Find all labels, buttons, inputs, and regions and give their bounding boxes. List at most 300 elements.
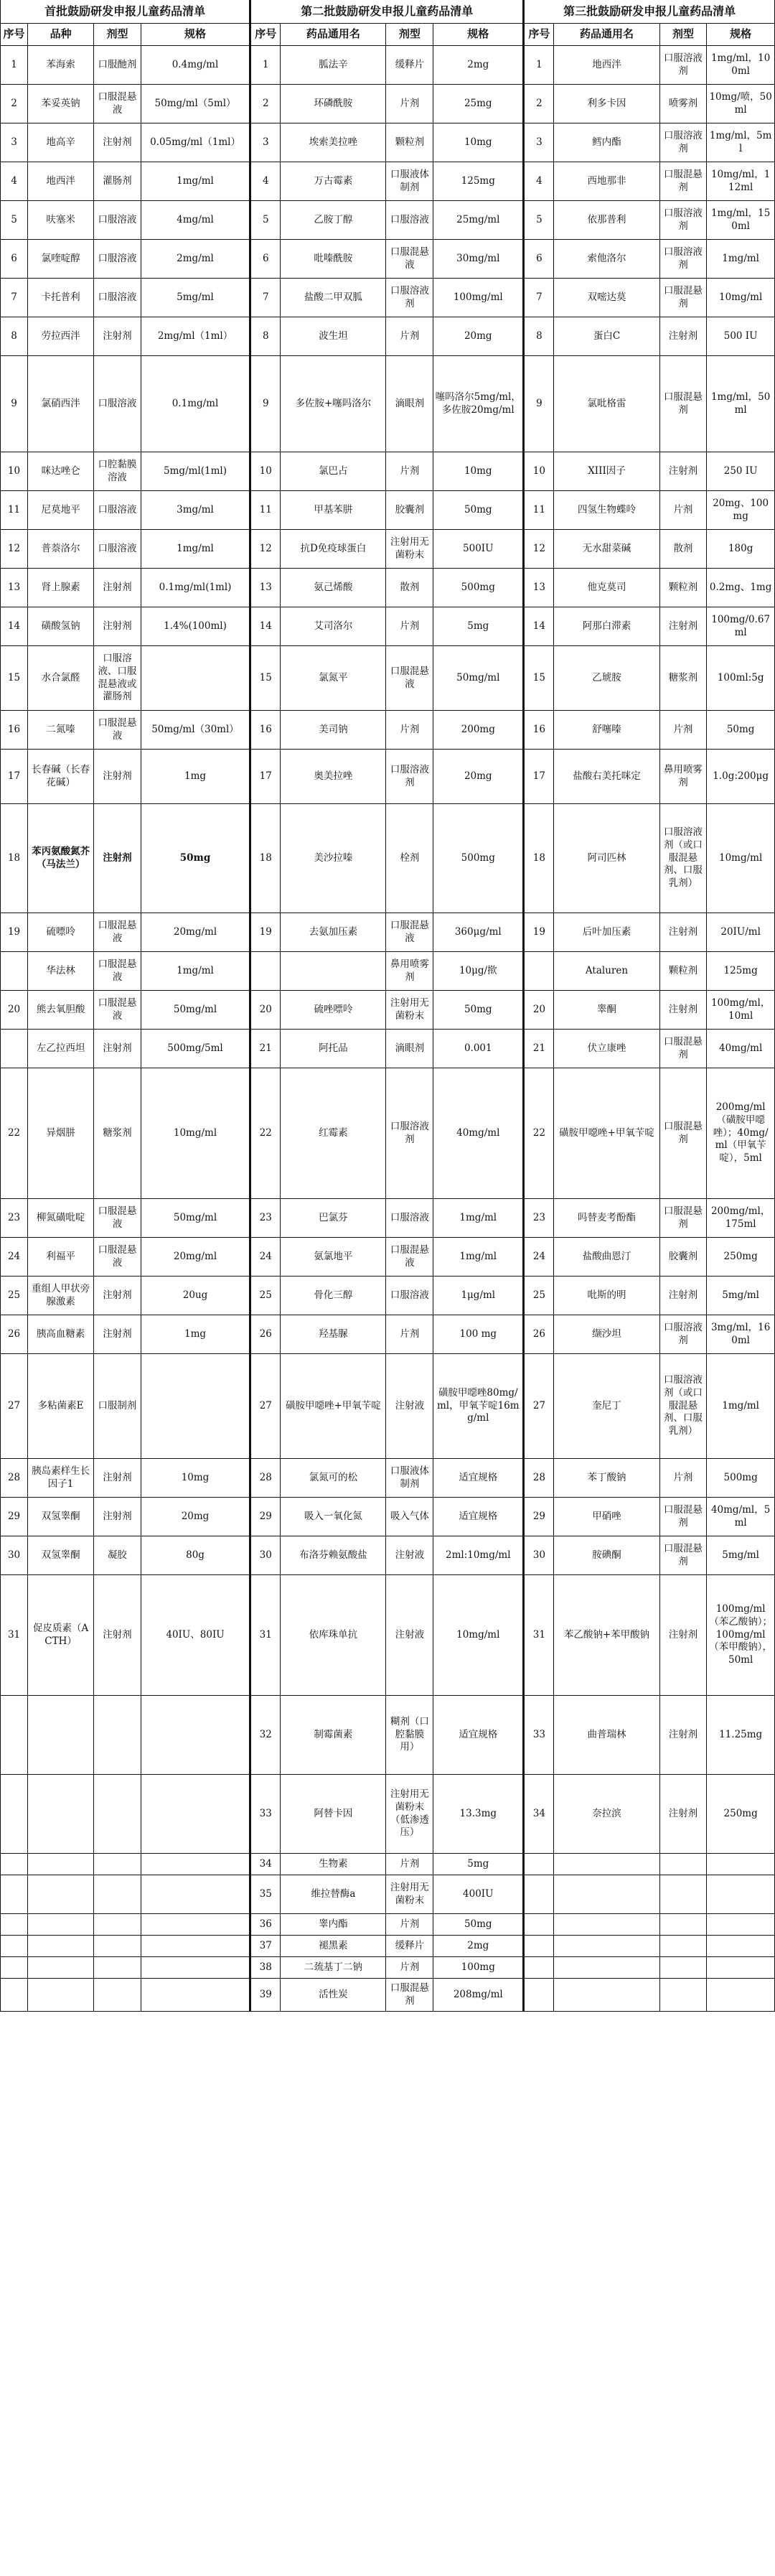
batch-1-index: 27 — [1, 1354, 28, 1459]
batch-1-drug-name: 华法林 — [28, 952, 94, 991]
batch-1-index: 15 — [1, 646, 28, 711]
table-row — [1, 750, 775, 804]
table-row — [1, 646, 775, 711]
batch-2-drug-name — [281, 952, 386, 991]
batch-1-specification — [141, 1854, 250, 1875]
batch-2-dosage-form: 口服液体制剂 — [386, 162, 433, 201]
batch-1-drug-name: 二氮嗪 — [28, 711, 94, 750]
batch-3-specification: 1mg/ml，5ml — [707, 123, 775, 162]
batch-1-index: 4 — [1, 162, 28, 201]
batch-2-drug-name: 羟基脲 — [281, 1315, 386, 1354]
table-row — [1, 569, 775, 607]
batch-2-index: 20 — [250, 991, 281, 1030]
batch-3-specification: 250mg — [707, 1238, 775, 1277]
batch-3-dosage-form: 注射剂 — [659, 607, 707, 646]
batch-3-dosage-form: 胶囊剂 — [659, 1238, 707, 1277]
batch-2-title: 第二批鼓励研发申报儿童药品清单 — [250, 0, 524, 24]
batch-3-specification — [707, 1979, 775, 2012]
batch-2-specification: 1μg/ml — [433, 1277, 524, 1315]
batch-2-index: 39 — [250, 1979, 281, 2012]
batch-1-specification — [141, 646, 250, 711]
batch-3-dosage-form: 注射剂 — [659, 452, 707, 491]
batch-2-drug-name: 阿替卡因 — [281, 1775, 386, 1854]
batch-1-specification: 4mg/ml — [141, 201, 250, 240]
batch-3-dosage-form: 喷雾剂 — [659, 85, 707, 123]
batch-1-dosage-form: 口服溶液 — [94, 240, 141, 279]
batch-3-index: 17 — [524, 750, 554, 804]
batch-2-drug-name: 乙胺丁醇 — [281, 201, 386, 240]
batch-1-index — [1, 1914, 28, 1936]
batch-3-dosage-form — [659, 1875, 707, 1914]
batch-2-index: 22 — [250, 1068, 281, 1199]
batch-3-specification — [707, 1957, 775, 1979]
batch-2-index: 27 — [250, 1354, 281, 1459]
batch-1-drug-name: 利福平 — [28, 1238, 94, 1277]
batch-2-drug-name: 去氨加压素 — [281, 913, 386, 952]
batch-3-dosage-form — [659, 1957, 707, 1979]
batch-3-specification: 1mg/ml — [707, 240, 775, 279]
batch-1-index: 11 — [1, 491, 28, 530]
batch-2-index: 25 — [250, 1277, 281, 1315]
batch-2-specification: 208mg/ml — [433, 1979, 524, 2012]
table-row — [1, 711, 775, 750]
batch-1-specification: 80g — [141, 1536, 250, 1575]
batch-3-dosage-form: 注射剂 — [659, 913, 707, 952]
batch-2-index: 15 — [250, 646, 281, 711]
batch-3-dosage-form: 鼻用喷雾剂 — [659, 750, 707, 804]
batch-3-specification: 10mg/ml，112ml — [707, 162, 775, 201]
batch-1-index: 18 — [1, 804, 28, 913]
batch-3-drug-name: 胺碘酮 — [554, 1536, 659, 1575]
batch-2-specification: 噻吗洛尔5mg/ml，多佐胺20mg/ml — [433, 356, 524, 452]
batch-3-dosage-form: 口服混悬剂 — [659, 1030, 707, 1068]
column-header-row — [1, 24, 775, 46]
batch-2-index: 18 — [250, 804, 281, 913]
table-row — [1, 1914, 775, 1936]
table-row — [1, 991, 775, 1030]
batch-1-dosage-form: 口服酏剂 — [94, 46, 141, 85]
batch-2-index: 17 — [250, 750, 281, 804]
batch-2-dosage-form: 口服液体制剂 — [386, 1459, 433, 1498]
batch-3-index: 4 — [524, 162, 554, 201]
batch-1-drug-name: 地高辛 — [28, 123, 94, 162]
batch-3-specification: 20mg、100mg — [707, 491, 775, 530]
batch-1-drug-name: 胰高血糖素 — [28, 1315, 94, 1354]
batch-2-index: 34 — [250, 1854, 281, 1875]
batch-3-dosage-form: 颗粒剂 — [659, 569, 707, 607]
batch-1-drug-name: 卡托普利 — [28, 279, 94, 317]
batch-2-index: 7 — [250, 279, 281, 317]
batch-2-drug-name: 褪黑素 — [281, 1936, 386, 1957]
batch-2-specification: 25mg — [433, 85, 524, 123]
batch-1-dosage-form: 注射剂 — [94, 569, 141, 607]
batch-3-drug-name: 鳕内酯 — [554, 123, 659, 162]
batch-2-specification: 5mg — [433, 607, 524, 646]
batch-2-drug-name: 活性炭 — [281, 1979, 386, 2012]
batch-3-specification: 11.25mg — [707, 1696, 775, 1775]
batch-1-specification: 50mg/ml — [141, 1199, 250, 1238]
batch-1-dosage-form: 注射剂 — [94, 1459, 141, 1498]
header-form: 剂型 — [659, 24, 707, 46]
batch-3-index — [524, 1936, 554, 1957]
batch-3-drug-name: 磺胺甲噁唑+甲氧苄啶 — [554, 1068, 659, 1199]
batch-1-dosage-form: 口服混悬液 — [94, 991, 141, 1030]
batch-3-title: 第三批鼓励研发申报儿童药品清单 — [524, 0, 775, 24]
batch-3-drug-name: 西地那非 — [554, 162, 659, 201]
batch-3-drug-name: 舒噻嗪 — [554, 711, 659, 750]
batch-2-index: 13 — [250, 569, 281, 607]
table-row — [1, 1854, 775, 1875]
batch-3-index: 30 — [524, 1536, 554, 1575]
batch-2-dosage-form: 口服溶液 — [386, 1199, 433, 1238]
batch-1-specification: 1mg — [141, 750, 250, 804]
batch-3-specification: 0.2mg、1mg — [707, 569, 775, 607]
batch-2-drug-name: 美司钠 — [281, 711, 386, 750]
batch-2-specification: 0.001 — [433, 1030, 524, 1068]
batch-3-drug-name: 甲硝唑 — [554, 1498, 659, 1536]
batch-2-drug-name: 盐酸二甲双胍 — [281, 279, 386, 317]
batch-2-drug-name: 硫唑嘌呤 — [281, 991, 386, 1030]
batch-2-drug-name: 多佐胺+噻吗洛尔 — [281, 356, 386, 452]
batch-1-specification: 1mg — [141, 1315, 250, 1354]
batch-2-index: 32 — [250, 1696, 281, 1775]
batch-2-drug-name: 甲基苯肼 — [281, 491, 386, 530]
batch-2-dosage-form: 吸入气体 — [386, 1498, 433, 1536]
batch-2-index: 36 — [250, 1914, 281, 1936]
batch-3-drug-name: 吗替麦考酚酯 — [554, 1199, 659, 1238]
batch-1-specification: 1mg/ml — [141, 162, 250, 201]
header-index: 序号 — [1, 24, 28, 46]
batch-1-dosage-form — [94, 1775, 141, 1854]
batch-3-dosage-form: 口服溶液剂 — [659, 46, 707, 85]
batch-1-dosage-form: 注射剂 — [94, 804, 141, 913]
batch-3-specification: 20IU/ml — [707, 913, 775, 952]
batch-1-drug-name: 苯丙氨酸氮芥（马法兰） — [28, 804, 94, 913]
batch-1-specification: 2mg/ml — [141, 240, 250, 279]
batch-2-specification: 适宜规格 — [433, 1459, 524, 1498]
table-row — [1, 952, 775, 991]
batch-1-specification: 50mg/ml（5ml） — [141, 85, 250, 123]
table-row — [1, 1957, 775, 1979]
batch-2-index: 6 — [250, 240, 281, 279]
batch-3-dosage-form: 片剂 — [659, 491, 707, 530]
batch-1-specification: 20mg/ml — [141, 1238, 250, 1277]
batch-2-index: 3 — [250, 123, 281, 162]
batch-2-drug-name: 布洛芬赖氨酸盐 — [281, 1536, 386, 1575]
batch-1-specification: 20ug — [141, 1277, 250, 1315]
batch-2-dosage-form: 口服混悬液 — [386, 240, 433, 279]
table-row — [1, 1979, 775, 2012]
batch-2-dosage-form: 注射液 — [386, 1575, 433, 1696]
batch-1-index: 23 — [1, 1199, 28, 1238]
batch-1-index — [1, 1979, 28, 2012]
batch-3-drug-name — [554, 1914, 659, 1936]
batch-1-dosage-form: 口服混悬液 — [94, 1199, 141, 1238]
batch-1-index: 14 — [1, 607, 28, 646]
batch-1-drug-name: 苯海索 — [28, 46, 94, 85]
batch-3-drug-name — [554, 1854, 659, 1875]
batch-2-drug-name: 美沙拉嗪 — [281, 804, 386, 913]
batch-1-index — [1, 1696, 28, 1775]
batch-3-drug-name: 索他洛尔 — [554, 240, 659, 279]
batch-1-specification — [141, 1957, 250, 1979]
batch-3-index: 27 — [524, 1354, 554, 1459]
batch-2-dosage-form: 注射液 — [386, 1536, 433, 1575]
batch-3-index: 24 — [524, 1238, 554, 1277]
table-row — [1, 240, 775, 279]
batch-3-index: 25 — [524, 1277, 554, 1315]
batch-2-specification: 100 mg — [433, 1315, 524, 1354]
batch-3-index — [524, 1875, 554, 1914]
batch-2-dosage-form: 口服混悬剂 — [386, 1979, 433, 2012]
batch-3-specification: 1mg/ml — [707, 1354, 775, 1459]
batch-1-drug-name — [28, 1875, 94, 1914]
table-row — [1, 46, 775, 85]
header-drug: 药品通用名 — [281, 24, 386, 46]
batch-3-index — [524, 1854, 554, 1875]
batch-3-specification: 100mg/0.67ml — [707, 607, 775, 646]
batch-3-dosage-form: 口服溶液剂 — [659, 1315, 707, 1354]
batch-2-drug-name: 巴氯芬 — [281, 1199, 386, 1238]
batch-1-dosage-form — [94, 1914, 141, 1936]
batch-3-index: 33 — [524, 1696, 554, 1775]
batch-1-dosage-form: 注射剂 — [94, 123, 141, 162]
batch-3-drug-name: 无水甜菜碱 — [554, 530, 659, 569]
batch-1-specification: 20mg — [141, 1498, 250, 1536]
batch-title-row — [1, 0, 775, 24]
batch-3-index: 21 — [524, 1030, 554, 1068]
batch-2-drug-name: 抗D免疫球蛋白 — [281, 530, 386, 569]
batch-3-drug-name — [554, 1979, 659, 2012]
batch-3-dosage-form: 注射剂 — [659, 1696, 707, 1775]
batch-2-drug-name: 环磷酰胺 — [281, 85, 386, 123]
table-row — [1, 1238, 775, 1277]
batch-2-index: 37 — [250, 1936, 281, 1957]
batch-1-dosage-form: 凝胶 — [94, 1536, 141, 1575]
batch-3-index: 13 — [524, 569, 554, 607]
batch-2-specification: 50mg — [433, 991, 524, 1030]
batch-3-drug-name: 盐酸右美托咪定 — [554, 750, 659, 804]
batch-1-drug-name — [28, 1936, 94, 1957]
batch-1-specification: 50mg/ml — [141, 991, 250, 1030]
batch-1-drug-name — [28, 1979, 94, 2012]
batch-3-specification: 50mg — [707, 711, 775, 750]
table-row — [1, 1696, 775, 1775]
table-row — [1, 279, 775, 317]
batch-2-specification: 50mg — [433, 491, 524, 530]
batch-1-drug-name — [28, 1775, 94, 1854]
batch-1-dosage-form: 口服溶液 — [94, 530, 141, 569]
batch-2-drug-name: 氨己烯酸 — [281, 569, 386, 607]
batch-3-drug-name: 伏立康唑 — [554, 1030, 659, 1068]
batch-3-dosage-form: 口服混悬剂 — [659, 356, 707, 452]
batch-3-drug-name: 利多卡因 — [554, 85, 659, 123]
header-spec: 规格 — [433, 24, 524, 46]
batch-2-drug-name: 埃索美拉唑 — [281, 123, 386, 162]
batch-3-drug-name: 吡斯的明 — [554, 1277, 659, 1315]
batch-1-index: 16 — [1, 711, 28, 750]
batch-1-dosage-form: 口服混悬液 — [94, 85, 141, 123]
batch-2-dosage-form: 片剂 — [386, 1315, 433, 1354]
table-row — [1, 491, 775, 530]
batch-3-specification: 1mg/ml，150ml — [707, 201, 775, 240]
batch-3-index: 20 — [524, 991, 554, 1030]
batch-2-specification: 1mg/ml — [433, 1238, 524, 1277]
batch-2-specification: 磺胺甲噁唑80mg/ml，甲氧苄啶16mg/ml — [433, 1354, 524, 1459]
table-row — [1, 452, 775, 491]
batch-1-index: 31 — [1, 1575, 28, 1696]
batch-2-dosage-form: 胶囊剂 — [386, 491, 433, 530]
batch-2-index: 10 — [250, 452, 281, 491]
table-row — [1, 1354, 775, 1459]
batch-1-index — [1, 952, 28, 991]
batch-2-specification: 25mg/ml — [433, 201, 524, 240]
batch-3-specification: 3mg/ml，160ml — [707, 1315, 775, 1354]
batch-1-index: 9 — [1, 356, 28, 452]
batch-3-drug-name: 阿司匹林 — [554, 804, 659, 913]
batch-1-dosage-form: 口腔黏膜溶液 — [94, 452, 141, 491]
batch-3-specification: 10mg/ml — [707, 279, 775, 317]
batch-3-dosage-form: 口服溶液剂 — [659, 123, 707, 162]
table-row — [1, 804, 775, 913]
batch-1-specification: 10mg/ml — [141, 1068, 250, 1199]
batch-2-specification: 13.3mg — [433, 1775, 524, 1854]
batch-2-index: 30 — [250, 1536, 281, 1575]
batch-2-specification: 2ml:10mg/ml — [433, 1536, 524, 1575]
batch-1-dosage-form: 注射剂 — [94, 317, 141, 356]
batch-3-index: 2 — [524, 85, 554, 123]
batch-1-specification: 0.1mg/ml(1ml) — [141, 569, 250, 607]
batch-3-specification — [707, 1875, 775, 1914]
batch-1-index: 2 — [1, 85, 28, 123]
batch-3-index: 19 — [524, 913, 554, 952]
batch-1-dosage-form — [94, 1875, 141, 1914]
batch-1-drug-name: 双氢睾酮 — [28, 1498, 94, 1536]
batch-3-dosage-form: 口服混悬剂 — [659, 162, 707, 201]
batch-1-specification — [141, 1979, 250, 2012]
batch-2-drug-name: 二巯基丁二钠 — [281, 1957, 386, 1979]
batch-3-dosage-form: 口服混悬剂 — [659, 279, 707, 317]
batch-1-specification: 40IU、80IU — [141, 1575, 250, 1696]
batch-3-index: 22 — [524, 1068, 554, 1199]
batch-2-drug-name: 依库珠单抗 — [281, 1575, 386, 1696]
table-row — [1, 85, 775, 123]
batch-3-specification: 100ml:5g — [707, 646, 775, 711]
batch-3-drug-name: 曲普瑞林 — [554, 1696, 659, 1775]
batch-1-specification — [141, 1914, 250, 1936]
batch-2-drug-name: 万古霉素 — [281, 162, 386, 201]
batch-1-specification — [141, 1775, 250, 1854]
header-spec: 规格 — [141, 24, 250, 46]
batch-3-dosage-form: 注射剂 — [659, 1775, 707, 1854]
table-row — [1, 1936, 775, 1957]
batch-2-index: 38 — [250, 1957, 281, 1979]
batch-3-drug-name: 苯乙酸钠+苯甲酸钠 — [554, 1575, 659, 1696]
batch-1-specification: 3mg/ml — [141, 491, 250, 530]
table-row — [1, 913, 775, 952]
table-row — [1, 1277, 775, 1315]
batch-2-drug-name: 奥美拉唑 — [281, 750, 386, 804]
batch-2-specification: 500mg — [433, 804, 524, 913]
batch-3-index: 31 — [524, 1575, 554, 1696]
batch-1-index — [1, 1936, 28, 1957]
batch-3-drug-name: 依那普利 — [554, 201, 659, 240]
batch-1-dosage-form: 注射剂 — [94, 1030, 141, 1068]
batch-3-index: 1 — [524, 46, 554, 85]
batch-2-index: 2 — [250, 85, 281, 123]
batch-1-specification — [141, 1936, 250, 1957]
batch-1-drug-name: 劳拉西泮 — [28, 317, 94, 356]
batch-2-specification: 10mg — [433, 452, 524, 491]
batch-2-dosage-form: 注射用无菌粉末（低渗透压） — [386, 1775, 433, 1854]
table-row — [1, 1536, 775, 1575]
batch-2-dosage-form: 口服溶液 — [386, 1277, 433, 1315]
batch-2-dosage-form: 口服混悬液 — [386, 913, 433, 952]
table-row — [1, 162, 775, 201]
batch-2-dosage-form: 口服混悬液 — [386, 1238, 433, 1277]
batch-2-specification: 30mg/ml — [433, 240, 524, 279]
batch-2-specification: 适宜规格 — [433, 1498, 524, 1536]
batch-3-index: 28 — [524, 1459, 554, 1498]
batch-1-drug-name: 长春碱（长春花碱） — [28, 750, 94, 804]
batch-1-specification — [141, 1875, 250, 1914]
table-row — [1, 1030, 775, 1068]
batch-2-dosage-form: 注射用无菌粉末 — [386, 530, 433, 569]
batch-3-dosage-form: 口服溶液剂（或口服混悬剂、口服乳剂） — [659, 804, 707, 913]
batch-1-dosage-form — [94, 1957, 141, 1979]
batch-1-index: 1 — [1, 46, 28, 85]
table-row — [1, 1498, 775, 1536]
batch-1-index: 25 — [1, 1277, 28, 1315]
batch-3-specification: 500 IU — [707, 317, 775, 356]
batch-2-index: 21 — [250, 1030, 281, 1068]
batch-1-index: 13 — [1, 569, 28, 607]
batch-1-specification — [141, 1696, 250, 1775]
batch-1-index: 19 — [1, 913, 28, 952]
batch-2-index: 16 — [250, 711, 281, 750]
batch-2-specification: 40mg/ml — [433, 1068, 524, 1199]
batch-3-drug-name: 奈拉滨 — [554, 1775, 659, 1854]
batch-1-index — [1, 1030, 28, 1068]
batch-3-drug-name: 四氢生物蝶呤 — [554, 491, 659, 530]
batch-1-drug-name: 水合氯醛 — [28, 646, 94, 711]
batch-2-dosage-form: 注射液 — [386, 1354, 433, 1459]
batch-1-drug-name: 异烟肼 — [28, 1068, 94, 1199]
batch-3-index: 5 — [524, 201, 554, 240]
batch-2-specification: 500IU — [433, 530, 524, 569]
batch-2-specification: 500mg — [433, 569, 524, 607]
batch-2-specification: 400IU — [433, 1875, 524, 1914]
table-row — [1, 1199, 775, 1238]
batch-1-index — [1, 1854, 28, 1875]
batch-3-drug-name: 盐酸曲恩汀 — [554, 1238, 659, 1277]
batch-3-index: 18 — [524, 804, 554, 913]
batch-2-drug-name: 磺胺甲噁唑+甲氧苄啶 — [281, 1354, 386, 1459]
batch-2-drug-name: 睾内酯 — [281, 1914, 386, 1936]
batch-2-index: 14 — [250, 607, 281, 646]
batch-1-drug-name: 苯妥英钠 — [28, 85, 94, 123]
batch-2-dosage-form: 片剂 — [386, 85, 433, 123]
batch-2-dosage-form: 缓释片 — [386, 1936, 433, 1957]
batch-1-dosage-form: 注射剂 — [94, 607, 141, 646]
batch-1-dosage-form — [94, 1696, 141, 1775]
batch-3-specification — [707, 1854, 775, 1875]
table-row — [1, 1575, 775, 1696]
batch-2-index: 9 — [250, 356, 281, 452]
batch-2-dosage-form: 口服混悬液 — [386, 646, 433, 711]
batch-2-dosage-form: 片剂 — [386, 711, 433, 750]
batch-1-dosage-form: 注射剂 — [94, 1277, 141, 1315]
